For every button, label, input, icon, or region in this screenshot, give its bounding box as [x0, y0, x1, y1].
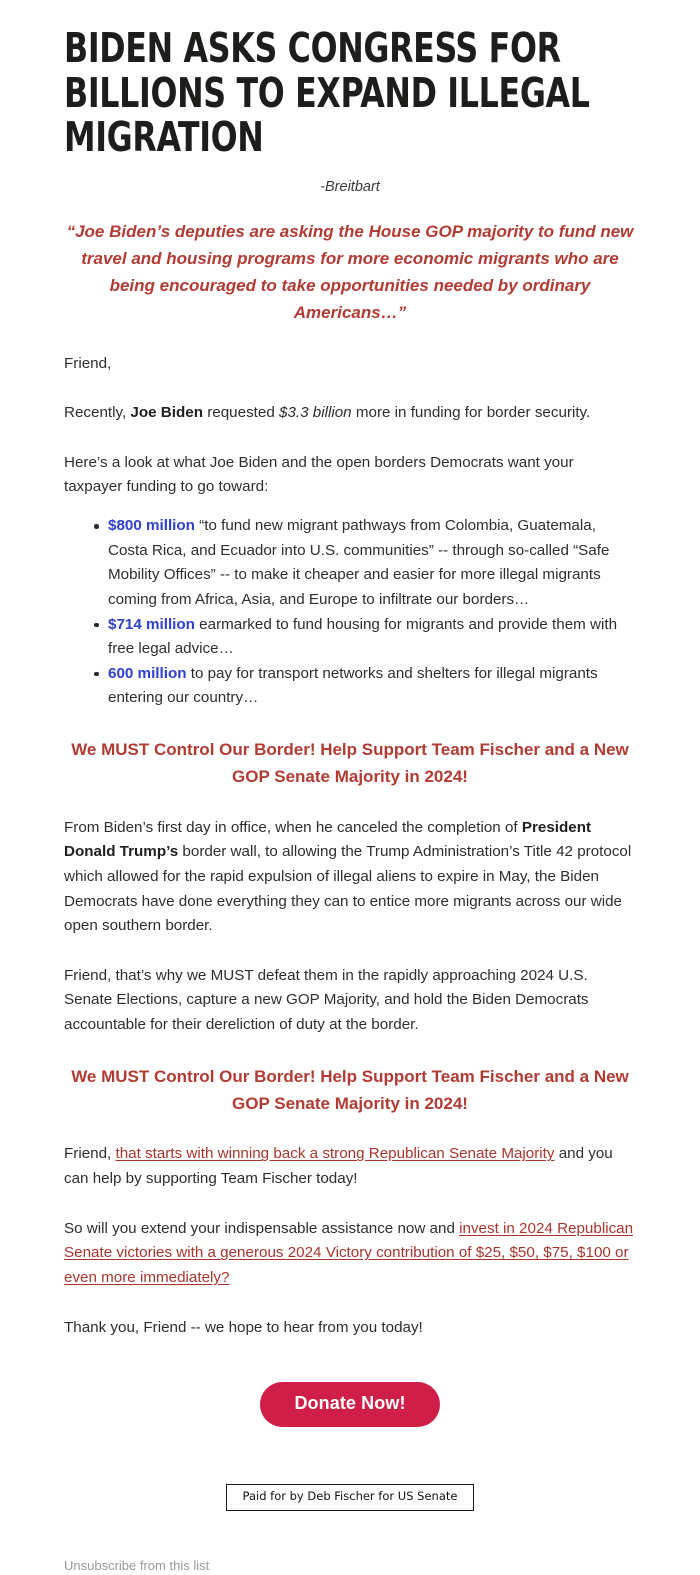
bullet-text: earmarked to fund housing for migrants and provide them with free legal advice… — [108, 615, 618, 658]
trump-prefix: From Biden’s first day in office, when he canceled the completion of — [64, 818, 522, 836]
pull-quote: “Joe Biden’s deputies are asking the House GOP majority to fund new travel and housing programs for more economic migrants who are being encouraged to take opportunities needed by ordinary Americans…” — [66, 222, 634, 322]
defeat-paragraph: Friend, that’s why we MUST defeat them in the rapidly approaching 2024 U.S. Senate Elections, capture a new GOP Majority, and hold the Biden Democrats accountable for their dereliction of duty at the border. — [64, 966, 589, 1034]
funding-list — [64, 500, 636, 711]
page-title: BIDEN ASKS CONGRESS FOR BILLIONS TO EXPAND ILLEGAL MIGRATION — [64, 24, 590, 162]
intro-mid: requested — [203, 404, 279, 422]
cta-heading-primary: We MUST Control Our Border! Help Support Team Fischer and a New GOP Senate Majority in 2024! — [71, 740, 629, 786]
salutation: Friend, — [64, 354, 112, 372]
bullet-text: to pay for transport networks and shelters for illegal migrants entering our country… — [108, 664, 598, 707]
link-paragraph-one — [64, 1117, 636, 1191]
contribution-link[interactable]: invest in 2024 Republican Senate victories with a generous 2024 Victory contribution of $25, $50, $75, $100 or even more immediately? — [64, 1219, 634, 1286]
source-attribution: -Breitbart — [320, 179, 380, 196]
trump-bold-name: President Donald Trump’s — [64, 818, 592, 861]
bullet-amount: 600 million — [108, 664, 187, 682]
paid-for-disclaimer: Paid for by Deb Fischer for US Senate — [226, 1484, 475, 1511]
unsubscribe-container — [64, 1511, 636, 1575]
list-item — [94, 514, 636, 613]
intro-bold-name: Joe Biden — [130, 404, 203, 422]
bullet-text: “to fund new migrant pathways from Colombia, Guatemala, Costa Rica, and Ecuador into U.S. communities” -- through so-called “Safe Mobility Offices” -- to make it cheaper and easier for more illegal migrants coming from Africa, Asia, and Europe to infiltrate our borders… — [108, 517, 610, 608]
disclaimer-container — [64, 1427, 636, 1511]
bullet-amount: $800 million — [108, 517, 195, 534]
intro-paragraph — [64, 376, 636, 426]
trump-paragraph — [64, 791, 636, 939]
senate-majority-link[interactable]: that starts with winning back a strong Republican Senate Majority — [115, 1145, 555, 1163]
lead-in-paragraph: Here’s a look at what Joe Biden and the open borders Democrats want your taxpayer funding to go toward: — [64, 453, 574, 496]
intro-amount: $3.3 billion — [279, 404, 352, 422]
bullet-amount: $714 million — [108, 615, 195, 633]
thank-you-paragraph: Thank you, Friend -- we hope to hear from you today! — [64, 1318, 423, 1336]
cta-heading-secondary: We MUST Control Our Border! Help Support Team Fischer and a New GOP Senate Majority in 2024! — [71, 1066, 629, 1113]
link-one-prefix: Friend, — [64, 1145, 116, 1163]
list-item — [94, 613, 636, 662]
donate-button[interactable]: Donate Now! — [260, 1382, 439, 1427]
intro-prefix: Recently, — [64, 404, 131, 422]
link-paragraph-two — [64, 1192, 636, 1291]
intro-tail: more in funding for border security. — [351, 404, 591, 422]
list-item — [94, 662, 636, 711]
trump-tail: border wall, to allowing the Trump Administration’s Title 42 protocol which allowed for the rapid expulsion of illegal aliens to expire in May, the Biden Democrats have done everything they can to entice more migrants across our wide open southern border. — [64, 843, 632, 935]
unsubscribe-link[interactable]: Unsubscribe from this list — [64, 1557, 210, 1573]
link-one-tail: and you can help by supporting Team Fischer today! — [64, 1145, 613, 1188]
donate-button-container — [64, 1340, 636, 1427]
link-two-prefix: So will you extend your indispensable assistance now and — [64, 1219, 460, 1237]
